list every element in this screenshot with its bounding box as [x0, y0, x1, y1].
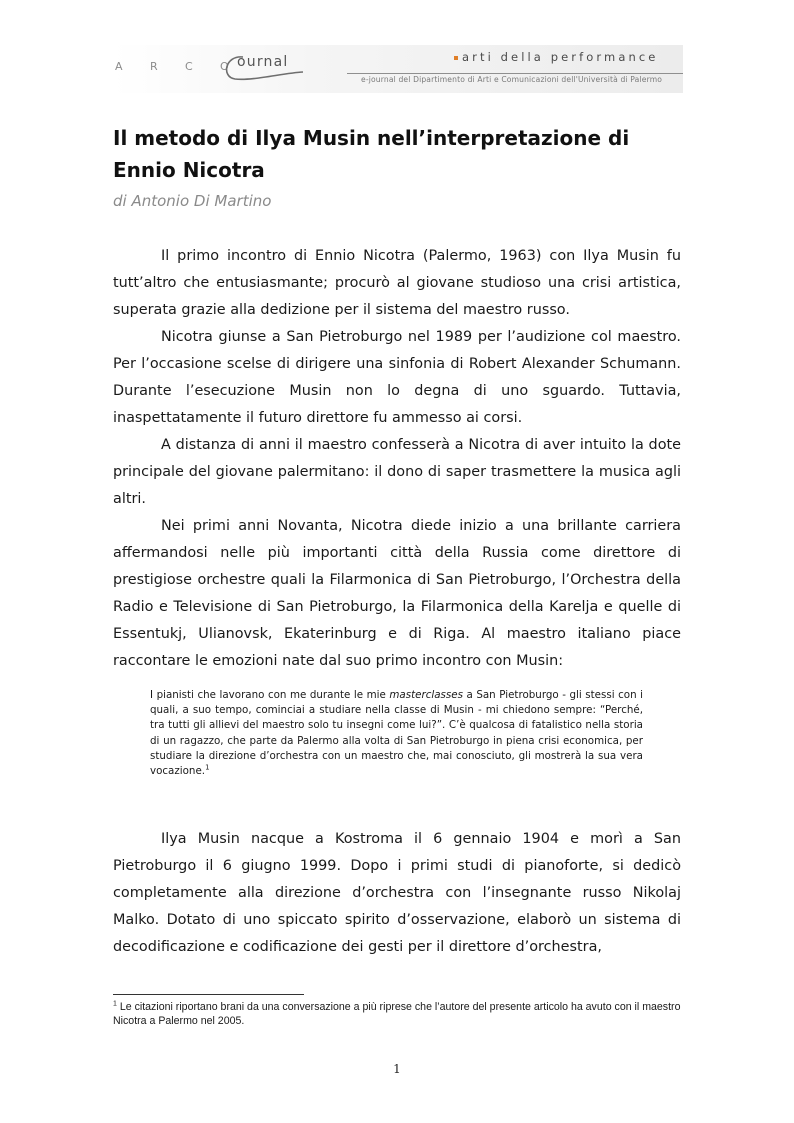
footnote-reference[interactable]: 1: [205, 763, 210, 772]
paragraph-3: A distanza di anni il maestro confesserà a Nicotra di aver intuito la dote principale del giovane palermitano: il dono di saper trasmettere la musica agli altri.: [113, 437, 681, 507]
footnote-text: Le citazioni riportano brani da una conversazione a più riprese che l’autore del presente articolo ha avuto con il maestro Nicotra a Palermo nel 2005.: [113, 1001, 681, 1027]
logo-letter-c: C: [185, 60, 193, 73]
footnote-number: 1: [113, 1000, 117, 1008]
logo-letter-r: R: [150, 60, 158, 73]
quote-text-end: a San Pietroburgo - gli stessi con i quali, a suo tempo, cominciai a studiare nella classe di Musin - mi chiedono sempre: “Perché, tra tutti gli allievi del maestro solo tu insegni come lui?”. C’è qualcosa di fatalistico nella storia di un ragazzo, che parte da Palermo alla volta di San Pietroburgo in piena crisi economica, per studiare la direzione d’orchestra con un maestro che, mai conosciuto, gli mostrerà la sua vera vocazione.: [150, 689, 643, 778]
quote-emphasis: masterclasses: [389, 689, 463, 701]
logo-wordmark: ournal: [237, 54, 289, 70]
brand-name: arti della performance: [462, 50, 659, 64]
paragraph-2: Nicotra giunse a San Pietroburgo nel 1989 per l’audizione col maestro. Per l’occasione scelse di dirigere una sinfonia di Robert Alexander Schumann. Durante l’esecuzione Musin non lo degna di uno sguardo. Tuttavia, inaspettatamente il futuro direttore fu ammesso ai corsi.: [113, 329, 681, 426]
header-subtitle: e-journal del Dipartimento di Arti e Comunicazioni dell'Università di Palermo: [361, 75, 663, 84]
paragraph-4: Nei primi anni Novanta, Nicotra diede inizio a una brillante carriera affermandosi nelle più importanti città della Russia come direttore di prestigiose orchestre quali la Filarmonica di San Pietroburgo, l’Orchestra della Radio e Televisione di San Pietroburgo, la Filarmonica della Karelja e quelle di Essentukj, Ulianovsk, Ekaterinburg e di Riga. Al maestro italiano piace raccontare le emozioni nate dal suo primo incontro con Musin:: [113, 518, 681, 669]
paragraph-5: Ilya Musin nacque a Kostroma il 6 gennaio 1904 e morì a San Pietroburgo il 6 giugno 1999. Dopo i primi studi di pianoforte, si dedicò completamente alla direzione d’orchestra con l’insegnante russo Nikolaj Malko. Dotato di uno spiccato spirito d’osservazione, elaborò un sistema di decodificazione e codificazione dei gesti per il direttore d’orchestra,: [113, 831, 681, 955]
article-author: di Antonio Di Martino: [113, 192, 272, 210]
quote-text-start: I pianisti che lavorano con me durante le mie: [150, 689, 390, 701]
paragraph-1: Il primo incontro di Ennio Nicotra (Palermo, 1963) con Ilya Musin fu tutt’altro che entusiasmante; procurò al giovane studioso una crisi artistica, superata grazie alla dedizione per il sistema del maestro russo.: [113, 248, 681, 318]
brand-bullet-icon: [454, 56, 458, 60]
page-number: 1: [393, 1062, 401, 1076]
logo-letter-a: A: [115, 60, 123, 73]
article-title: Il metodo di Ilya Musin nell’interpretazione di Ennio Nicotra: [113, 126, 630, 182]
footnote-separator: [113, 994, 304, 995]
logo-letter-o: O: [220, 60, 229, 73]
block-quote: [150, 688, 643, 779]
footnote: [113, 1000, 683, 1028]
header-rule: [347, 73, 683, 74]
journal-header-banner: [113, 45, 683, 93]
